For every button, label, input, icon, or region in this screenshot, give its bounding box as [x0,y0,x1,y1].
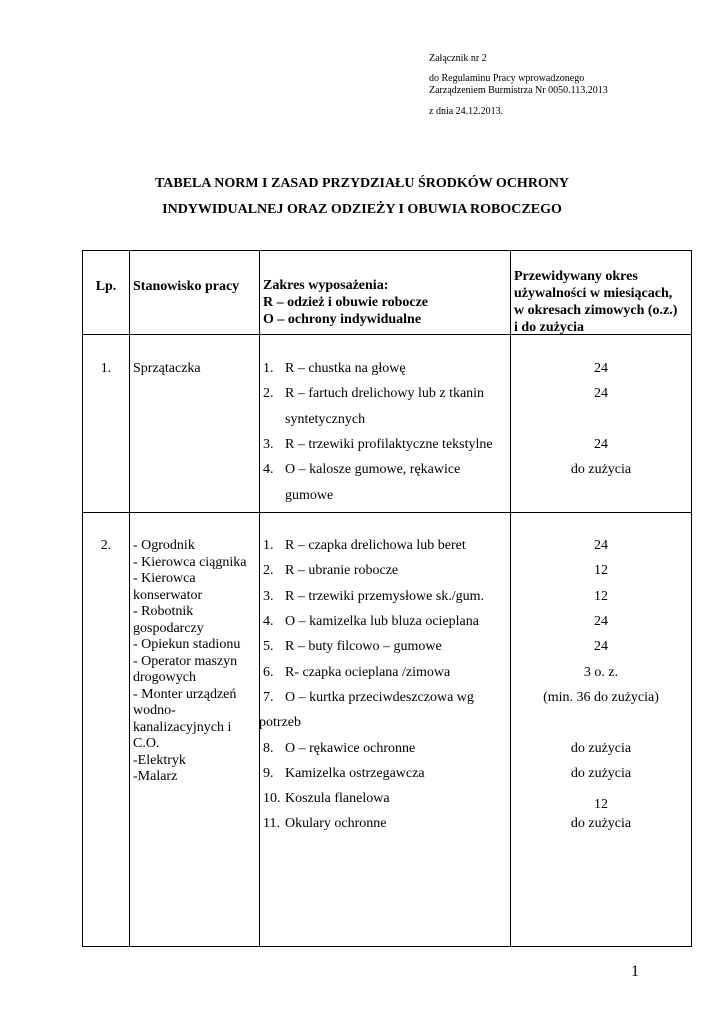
row-divider [83,512,691,513]
period-value: 12 [594,797,608,812]
position-item: C.O. [133,736,160,751]
header-period-1: Przewidywany okres [514,269,638,284]
norms-table [82,250,692,947]
document-title-line1: TABELA NORM I ZASAD PRZYDZIAŁU ŚRODKÓW OCHRONY [154,176,570,191]
document-title-line2: INDYWIDUALNEJ ORAZ ODZIEŻY I OBUWIA ROBOCZEGO [162,202,562,217]
period-value: 24 [594,386,608,401]
position-item: - Monter urządzeń [133,686,237,702]
header-lp: Lp. [95,279,117,294]
position-item: - Ogrodnik [133,538,195,553]
position-item: kanalizacyjnych i [133,719,232,735]
list-item: 10. Koszula flanelowa [263,791,390,806]
period-value: (min. 36 do zużycia) [543,690,659,705]
list-item: potrzeb [259,715,301,730]
list-item: 4. O – kalosze gumowe, rękawice [263,462,461,477]
page-number: 1 [631,963,639,980]
position-item: - Kierowca ciągnika [133,554,247,570]
position-item: konserwator [133,587,203,603]
annex-label: Załącznik nr 2 [429,53,487,64]
period-value: 3 o. z. [583,665,619,680]
row2-positions [133,538,259,786]
period-value: do zużycia [570,462,632,477]
position-item: - Robotnik [133,604,194,619]
header-period-3: w okresach zimowych (o.z.) [514,303,678,318]
period-value: do zużycia [570,766,632,781]
list-item: 7. O – kurtka przeciwdeszczowa wg [263,690,474,705]
column-divider [129,251,130,946]
header-period-4: i do zużycia [514,320,584,335]
list-item: 2. R – ubranie robocze [263,563,399,578]
list-item: syntetycznych [285,412,366,427]
list-item: 8. O – rękawice ochronne [263,741,416,756]
list-item: 9. Kamizelka ostrzegawcza [263,766,425,781]
position-item: -Malarz [133,769,178,784]
period-value: 24 [594,437,608,452]
list-item: 5. R – buty filcowo – gumowe [263,639,442,654]
position-item: wodno- [133,703,176,718]
period-value: 24 [594,538,608,553]
list-item: 1. R – czapka drelichowa lub beret [263,538,466,553]
position-item: - Kierowca [133,571,196,586]
annex-date: z dnia 24.12.2013. [429,106,504,117]
header-position: Stanowisko pracy [133,279,240,294]
position-item: drogowych [133,670,196,685]
list-item: gumowe [285,488,334,503]
position-item: -Elektryk [133,752,186,768]
list-item: 3. R – trzewiki przemysłowe sk./gum. [263,589,485,604]
period-value: 24 [594,639,608,654]
period-value: 12 [594,563,608,578]
row2-lp: 2. [100,538,112,553]
annex-regulation: do Regulaminu Pracy wprowadzonego [429,73,585,84]
position-item: - Operator maszyn [133,653,238,669]
position-item: - Opiekun stadionu [133,637,241,652]
list-item: 4. O – kamizelka lub bluza ocieplana [263,614,479,629]
row1-periods [510,361,692,511]
header-scope-title: Zakres wyposażenia: [263,278,389,293]
list-item: 11. Okulary ochronne [263,816,387,831]
list-item: 2. R – fartuch drelichowy lub z tkanin [263,386,485,401]
list-item: 6. R- czapka ocieplana /zimowa [263,665,451,680]
row1-lp: 1. [100,361,112,376]
period-value: 24 [594,361,608,376]
list-item: 1. R – chustka na głowę [263,361,406,376]
period-value: do zużycia [570,741,632,756]
row2-items [259,538,510,838]
row1-position: Sprzątaczka [133,361,201,376]
row-divider [83,334,691,335]
list-item: 3. R – trzewiki profilaktyczne tekstylne [263,437,493,452]
position-item: gospodarczy [133,620,204,636]
period-value: 24 [594,614,608,629]
header-period-2: używalności w miesiącach, [514,286,673,301]
period-value: do zużycia [570,816,632,831]
annex-order: Zarządzeniem Burmistrza Nr 0050.113.2013 [429,85,608,96]
period-value: 12 [594,589,608,604]
header-scope-r: R – odzież i obuwie robocze [263,295,428,310]
row1-items [259,361,510,511]
header-scope-o: O – ochrony indywidualne [263,312,422,327]
row2-periods [510,538,692,838]
